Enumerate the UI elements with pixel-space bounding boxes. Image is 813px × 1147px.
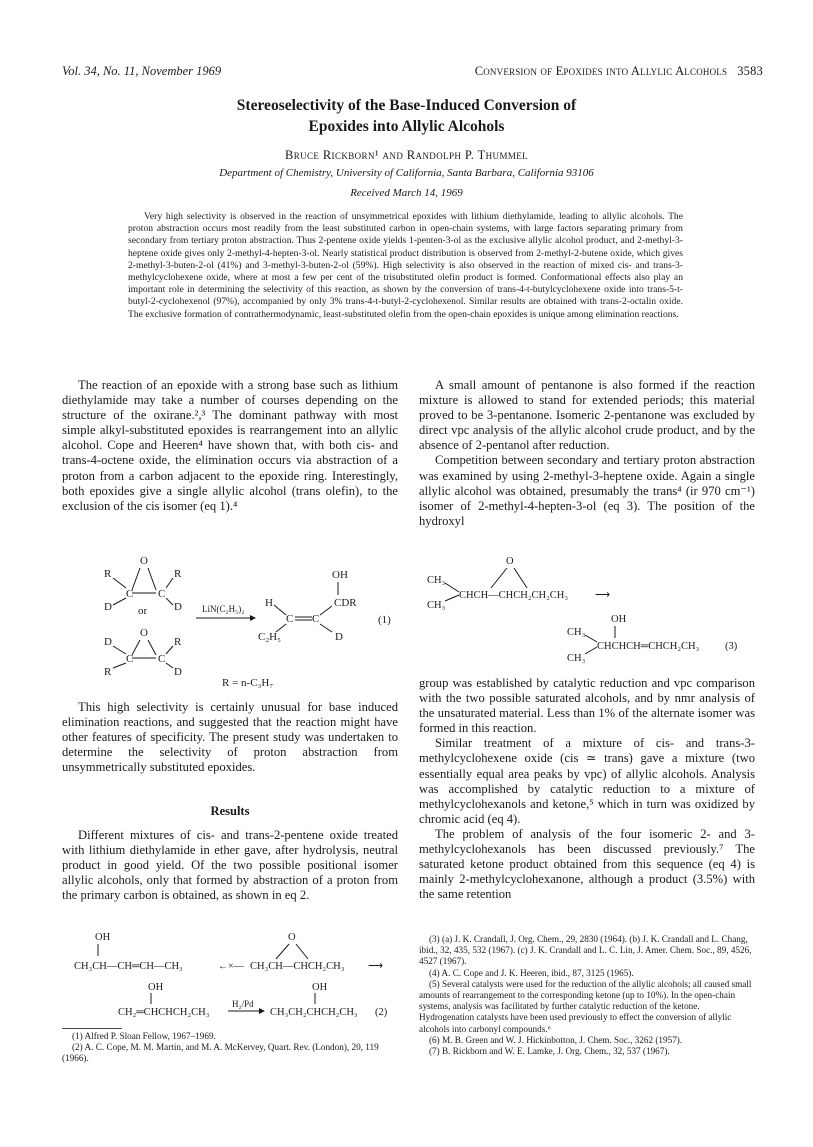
article-title (0, 95, 813, 137)
left-column-results (62, 828, 398, 903)
eq2-reagent: H₂/Pd (232, 999, 254, 1009)
eq3-arrow: ⟶ (595, 590, 611, 601)
analysis-paragraph: The problem of analysis of the four isomeric 2- and 3-methylcyclohexanols has been discussed previously.⁷ The saturated ketone product obtained from this sequence (eq 4) is mainly 2-methylcyclohexanone, although a product (3.5%) with the same retention (419, 826, 755, 902)
footnote-2: (2) A. C. Cope, M. M. Martin, and M. A. McKervey, Quart. Rev. (London), 20, 119 (1966). (62, 1042, 379, 1064)
eq3-product-methyl-lower: CH₃ (567, 653, 586, 664)
equation-1 (62, 550, 404, 690)
eq2-epoxide: CH₃CH—CHCH₂CH₃ (250, 961, 345, 972)
author-list: Bruce Rickborn¹ and Randolph P. Thummel (284, 148, 529, 162)
eq2-number: (2) (375, 1007, 388, 1018)
eq1-r-lower-right: R (174, 636, 182, 648)
footnote-1: (1) Alfred P. Sloan Fellow, 1967–1969. (72, 1031, 216, 1041)
eq3-product-chain: CHCHCH═CHCH₂CH₃ (597, 641, 700, 652)
eq1-product-d: D (335, 631, 343, 643)
eq3-methyl-upper: CH₃ (427, 575, 446, 586)
eq1-number: (1) (378, 614, 391, 626)
eq1-d-upper-right: D (174, 601, 182, 613)
footnotes-left (62, 1031, 398, 1065)
abstract: Very high selectivity is observed in the reaction of unsymmetrical epoxides with lithium diethylamide, leading to allylic alcohols. The proton abstraction occurs most readily from the least substituted carbon in open-chain systems, with large factors separating primary from secondary from tertiary proton abstraction. Thus 2-pentene oxide yields 1-penten-3-ol as the exclusive allylic alcohol product, and 2-methyl-3-heptene oxide gives only 2-methyl-4-hepten-3-ol. Nearly statistical product distribution is observed from 2-methyl-2-butene oxide, which gives 2-methyl-3-buten-2-ol (41%) and 3-methyl-3-buten-2-ol (59%). High selectivity is also observed in the reaction of mixed cis- and trans-3-methylcyclohexene oxide, where at most a few per cent of the trisubstituted olefin product is formed. Conformational effects also play an important role in determining the selectivity of this reaction, as shown by the conversion of trans-4-t-butylcyclohexene oxide into trans-5-t-butyl-2-cyclohexenol (97%), accompanied by only 3% trans-4-t-butyl-2-cyclohexenol. Similar results are obtained with trans-2-octalin oxide. The exclusive formation of contrathermodynamic, least-substituted olefin from the open-chain epoxides is unique among elimination reactions. (128, 211, 683, 320)
running-header-short-title: Conversion of Epoxides into Allylic Alcohols (474, 64, 728, 78)
received-date: Received March 14, 1969 (350, 187, 463, 199)
competition-paragraph: Competition between secondary and tertiary proton abstraction was examined by using 2-methyl-3-heptene oxide. Again a single allylic alcohol was obtained, presumably the trans⁴ (ir 970 cm⁻¹) isomer of 2-methyl-4-hepten-3-ol (eq 3). The position of the hydroxyl (419, 453, 755, 528)
eq1-carbon-4: C (158, 653, 166, 665)
footnote-6: (6) M. B. Green and W. J. Hickinbotton, J. Chem. Soc., 3262 (1957). (429, 1034, 683, 1045)
results-heading: Results (210, 804, 250, 818)
eq1-product-c-left: C (286, 613, 294, 625)
eq2-oh-left: OH (95, 932, 111, 943)
equation-3 (419, 550, 755, 668)
results-paragraph: Different mixtures of cis- and trans-2-pentene oxide treated with lithium diethylamide in ether gave, after hydrolysis, neutral product in good yield. Of the two possible positional isomer allylic alcohols, only that formed by abstraction of a proton from the primary carbon is obtained, as shown in eq 2. (62, 828, 398, 903)
article-title-line-1: Stereoselectivity of the Base-Induced Conversion of (236, 97, 577, 114)
page-number: 3583 (737, 64, 763, 78)
footnote-7: (7) B. Rickborn and W. E. Lamke, J. Org. Chem., 32, 537 (1967). (429, 1046, 670, 1057)
right-column-lower (419, 676, 755, 902)
eq1-product-h: H (265, 597, 273, 609)
eq3-number: (3) (725, 641, 738, 652)
motivation-paragraph: This high selectivity is certainly unusual for base induced elimination reactions, and suggested that the reaction might have other features of specificity. The present study was undertaken to determine the selectivity of proton abstraction from unsymmetrically substituted epoxides. (62, 700, 398, 775)
eq1-oxygen-top: O (140, 555, 148, 567)
eq1-r-upper-right: R (174, 568, 182, 580)
left-column-motivation (62, 700, 398, 775)
footnote-rule-left (62, 1028, 122, 1029)
eq1-d-upper-left: D (104, 601, 112, 613)
eq1-r-definition: R = n-C₃H₇ (222, 677, 274, 689)
affiliation: Department of Chemistry, University of California, Santa Barbara, California 93106 (219, 167, 594, 179)
pentanone-paragraph: A small amount of pentanone is also formed if the reaction mixture is allowed to stand for extended periods; this material proved to be 3-pentanone. Isomeric 2-pentanone was excluded by direct vpc analysis of the allylic alcohol crude product, and by the absence of 2-pentanol after reduction. (419, 378, 755, 453)
running-header-title (475, 64, 763, 79)
eq1-product-ethyl: C₂H₅ (258, 631, 281, 643)
footnote-3: (3) (a) J. K. Crandall, J. Org. Chem., 29, 2830 (1964). (b) J. K. Crandall and L. Chang, ibid., 32, 435, 532 (1967). (c) J. K. Crandall and L. C. Lin, J. Amer. Chem. Soc., 89, 4526, 4527 (1967). (419, 934, 752, 967)
eq2-arrow: ⟶ (368, 961, 384, 972)
equation-2 (62, 926, 404, 1026)
running-header-journal: Vol. 34, No. 11, November 1969 (62, 64, 222, 78)
eq3-oh: OH (611, 614, 627, 625)
eq3-methyl-lower: CH₃ (427, 600, 446, 611)
eq3-product-methyl-upper: CH₃ (567, 627, 586, 638)
eq1-reagent: LiN(C₂H₅)₂ (202, 604, 245, 614)
eq1-r-lower-left: R (104, 666, 112, 678)
footnote-4: (4) A. C. Cope and J. K. Heeren, ibid., 87, 3125 (1965). (429, 967, 634, 978)
eq1-carbon-3: C (126, 653, 134, 665)
eq3-oxygen: O (506, 556, 514, 567)
eq2-blocked-arrow: ←×— (218, 961, 244, 972)
eq2-oh-unsaturated: OH (148, 982, 164, 993)
eq2-left-molecule: CH₃CH—CH═CH—CH₃ (74, 961, 183, 972)
nmr-paragraph: group was established by catalytic reduction and vpc comparison with the two possible saturated alcohols, and by nmr analysis of the unsaturated material. Less than 1% of the alternate isomer was formed in this reaction. (419, 676, 755, 736)
eq1-product-c-right: C (312, 613, 320, 625)
eq1-product-oh: OH (332, 569, 348, 581)
eq2-unsaturated-alcohol: CH₂═CHCHCH₂CH₃ (118, 1007, 210, 1018)
eq2-oh-saturated: OH (312, 982, 328, 993)
eq3-reactant-chain: CHCH—CHCH₂CH₂CH₃ (459, 590, 568, 601)
footnote-5: (5) Several catalysts were used for the reduction of the allylic alcohols; all caused small amounts of rearrangement to the corresponding ketone (up to 10%). In the open-chain systems, analysis was facilitated by further catalytic reduction of the ketone. Hydrogenation catalysts have been used previously to effect the conversion of allylic alcohols into carbonyl compounds.⁶ (419, 978, 752, 1034)
right-column-upper (419, 378, 755, 529)
eq1-product-cdr: CDR (334, 597, 357, 609)
eq1-d-lower-right: D (174, 666, 182, 678)
eq1-carbon-2: C (158, 588, 166, 600)
eq1-oxygen-bottom: O (140, 627, 148, 639)
footnotes-right (419, 934, 755, 1057)
article-title-line-2: Epoxides into Allylic Alcohols (308, 118, 505, 135)
eq2-oxygen: O (288, 932, 296, 943)
eq2-saturated-alcohol: CH₃CH₂CHCH₂CH₃ (270, 1007, 358, 1018)
eq1-r-upper-left: R (104, 568, 112, 580)
eq1-carbon-1: C (126, 588, 134, 600)
eq1-d-lower-left: D (104, 636, 112, 648)
left-column-intro (62, 378, 398, 514)
eq1-or: or (138, 605, 148, 617)
intro-paragraph: The reaction of an epoxide with a strong base such as lithium diethylamide may take a number of courses depending on the structure of the oxirane.²,³ The dominant pathway with most simple alkyl-substituted epoxides is rearrangement into an allylic alcohol. Cope and Heeren⁴ have shown that, with both cis- and trans-4-octene oxide, the elimination occurs via abstraction of a proton from a carbon adjacent to the epoxide ring. Interestingly, both epoxides give a single allylic alcohol (trans olefin), to the exclusion of the cis isomer (eq 1).⁴ (62, 378, 398, 513)
methylcyclohexene-paragraph: Similar treatment of a mixture of cis- and trans-3-methylcyclohexene oxide (cis ≃ trans) gave a mixture (two essentially equal area peaks by vpc) of allylic alcohols. Analysis was accomplished by catalytic reduction to a mixture of methylcyclohexanols and ketone,⁵ which in turn was oxidized by chromic acid (eq 4). (419, 736, 755, 826)
